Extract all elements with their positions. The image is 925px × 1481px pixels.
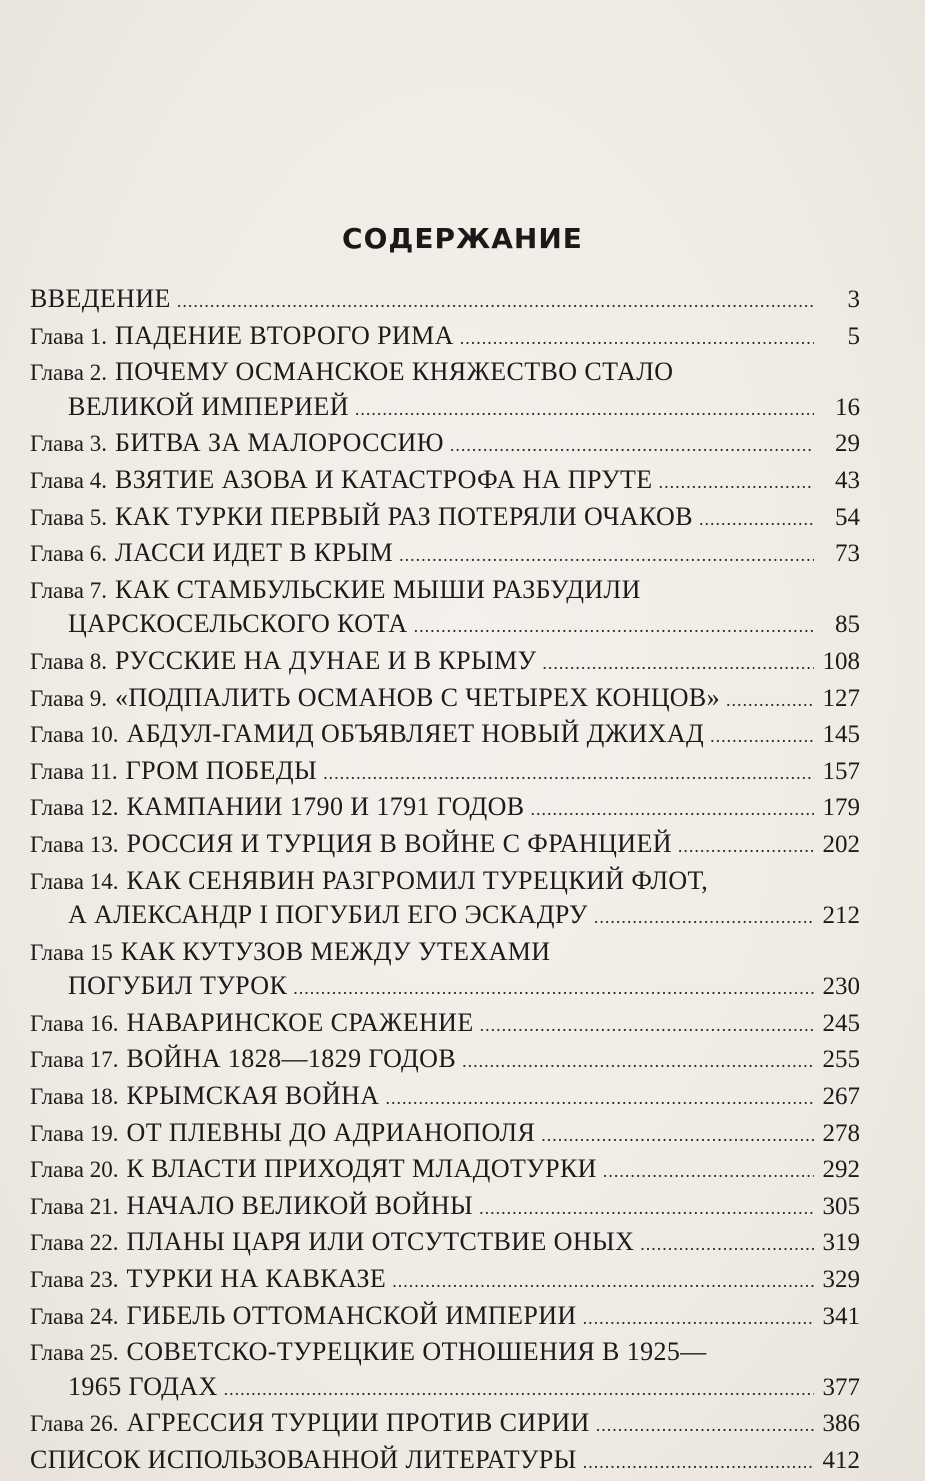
chapter-number: Глава 7. xyxy=(30,577,108,603)
chapter-number: Глава 18. xyxy=(30,1084,119,1110)
page-number: 212 xyxy=(822,902,860,930)
dot-leader xyxy=(583,1302,814,1336)
chapter-title: НАВАРИНСКОЕ СРАЖЕНИЕ xyxy=(126,1007,474,1037)
chapter-title: РУССКИЕ НА ДУНАЕ И В КРЫМУ xyxy=(115,645,537,675)
dot-leader xyxy=(659,466,814,500)
chapter-number: Глава 14. xyxy=(30,868,119,894)
chapter-title: ГИБЕЛЬ ОТТОМАНСКОЙ ИМПЕРИИ xyxy=(126,1300,577,1330)
chapter-title: ТУРКИ НА КАВКАЗЕ xyxy=(126,1264,387,1294)
toc-entry xyxy=(30,1406,860,1443)
page-number: 145 xyxy=(822,721,860,749)
toc-entry xyxy=(30,463,860,500)
dot-leader xyxy=(678,830,814,864)
chapter-title: К ВЛАСТИ ПРИХОДЯТ МЛАДОТУРКИ xyxy=(126,1154,597,1184)
toc-entry-line xyxy=(30,573,860,608)
page-number: 386 xyxy=(822,1410,860,1438)
chapter-number: Глава 19. xyxy=(30,1120,119,1146)
page-number: 73 xyxy=(835,540,860,568)
toc-entry xyxy=(30,319,860,356)
chapter-number: Глава 5. xyxy=(30,504,108,530)
toc-entry-line xyxy=(30,754,860,791)
dot-leader xyxy=(603,1155,814,1189)
chapter-number: Глава 26. xyxy=(30,1411,119,1437)
toc-entry-line xyxy=(30,1225,860,1262)
toc-entry-line xyxy=(30,607,860,644)
dot-leader xyxy=(177,285,814,319)
toc-entry-line xyxy=(30,355,860,390)
chapter-number: Глава 12. xyxy=(30,795,119,821)
page-number: 179 xyxy=(822,794,860,822)
chapter-number: Глава 11. xyxy=(30,758,118,784)
chapter-number: Глава 1. xyxy=(30,323,108,349)
toc-entry xyxy=(30,282,860,319)
page-number: 412 xyxy=(822,1447,860,1474)
toc-entry xyxy=(30,536,860,573)
toc-entry-line xyxy=(30,319,860,356)
chapter-title: 1965 ГОДАХ xyxy=(68,1371,218,1401)
dot-leader xyxy=(293,972,814,1006)
chapter-title: ВВЕДЕНИЕ xyxy=(30,284,171,313)
toc-entry xyxy=(30,717,860,754)
chapter-number: Глава 10. xyxy=(30,722,119,748)
toc-entry-line xyxy=(30,1443,860,1480)
page-number: 3 xyxy=(847,286,860,313)
chapter-number: Глава 6. xyxy=(30,541,108,567)
toc-entry-line xyxy=(30,536,860,573)
chapter-title: ВЕЛИКОЙ ИМПЕРИЕЙ xyxy=(68,391,349,421)
toc-entry-line xyxy=(30,1370,860,1407)
page-number: 278 xyxy=(822,1119,860,1147)
toc-entry xyxy=(30,1189,860,1226)
toc-entry xyxy=(30,1262,860,1299)
toc-entry-line xyxy=(30,1079,860,1116)
chapter-number: Глава 25. xyxy=(30,1340,119,1366)
toc-entry-line xyxy=(30,790,860,827)
toc-entry xyxy=(30,1152,860,1189)
toc-entry xyxy=(30,1116,860,1153)
toc-entry-line xyxy=(30,1006,860,1043)
page-number: 85 xyxy=(835,611,860,639)
chapter-number: Глава 15 xyxy=(30,939,113,965)
chapter-title: БИТВА ЗА МАЛОРОССИЮ xyxy=(115,428,444,458)
chapter-title: ВОЙНА 1828—1829 ГОДОВ xyxy=(126,1044,457,1074)
dot-leader xyxy=(710,720,814,754)
dot-leader xyxy=(323,757,814,791)
toc-entry-line xyxy=(30,644,860,681)
toc-entry-line xyxy=(30,898,860,935)
chapter-title: ПОЧЕМУ ОСМАНСКОЕ КНЯЖЕСТВО СТАЛО xyxy=(115,357,674,387)
dot-leader xyxy=(450,429,814,463)
dot-leader xyxy=(392,1265,814,1299)
page-number: 319 xyxy=(822,1229,860,1257)
dot-leader xyxy=(399,539,814,573)
chapter-title: СОВЕТСКО-ТУРЕЦКИЕ ОТНОШЕНИЯ В 1925— xyxy=(126,1337,707,1367)
dot-leader xyxy=(479,1192,814,1226)
toc-entry xyxy=(30,1443,860,1480)
toc-entry xyxy=(30,754,860,791)
dot-leader xyxy=(699,503,814,537)
toc-entry-line xyxy=(30,1335,860,1370)
dot-leader xyxy=(460,322,814,356)
dot-leader xyxy=(224,1373,814,1407)
toc-entry xyxy=(30,1335,860,1406)
toc-entry-line xyxy=(30,717,860,754)
toc-entry-line xyxy=(30,282,860,319)
dot-leader xyxy=(726,684,814,718)
chapter-title: КАК СТАМБУЛЬСКИЕ МЫШИ РАЗБУДИЛИ xyxy=(115,574,641,604)
toc-entry xyxy=(30,1299,860,1336)
toc-entry-line xyxy=(30,1189,860,1226)
toc-entry-line xyxy=(30,1152,860,1189)
chapter-title: АГРЕССИЯ ТУРЦИИ ПРОТИВ СИРИИ xyxy=(126,1408,590,1438)
dot-leader xyxy=(414,610,814,644)
chapter-number: Глава 23. xyxy=(30,1267,119,1293)
toc-entry-line xyxy=(30,969,860,1006)
chapter-title: ПАДЕНИЕ ВТОРОГО РИМА xyxy=(115,320,454,350)
dot-leader xyxy=(531,793,814,827)
chapter-number: Глава 21. xyxy=(30,1193,119,1219)
toc-entry xyxy=(30,681,860,718)
dot-leader xyxy=(640,1228,814,1262)
page-number: 292 xyxy=(822,1156,860,1184)
chapter-title: КАК СЕНЯВИН РАЗГРОМИЛ ТУРЕЦКИЙ ФЛОТ, xyxy=(126,865,709,895)
page-number: 305 xyxy=(822,1192,860,1220)
page-number: 255 xyxy=(822,1046,860,1074)
chapter-number: Глава 4. xyxy=(30,467,108,493)
chapter-number: Глава 13. xyxy=(30,831,119,857)
page-number: 29 xyxy=(835,430,860,458)
toc-entry-line xyxy=(30,463,860,500)
toc-entry-line xyxy=(30,1406,860,1443)
dot-leader xyxy=(480,1009,814,1043)
dot-leader xyxy=(594,901,814,935)
page-number: 377 xyxy=(822,1373,860,1401)
page-number: 267 xyxy=(822,1083,860,1111)
chapter-title: ЛАССИ ИДЕТ В КРЫМ xyxy=(115,538,394,568)
chapter-number: Глава 22. xyxy=(30,1230,119,1256)
chapter-title: КАК ТУРКИ ПЕРВЫЙ РАЗ ПОТЕРЯЛИ ОЧАКОВ xyxy=(115,501,693,531)
chapter-number: Глава 3. xyxy=(30,431,108,457)
page-number: 230 xyxy=(822,973,860,1001)
chapter-title: ГРОМ ПОБЕДЫ xyxy=(125,755,318,785)
dot-leader xyxy=(541,1119,814,1153)
page-number: 108 xyxy=(822,647,860,675)
chapter-number: Глава 17. xyxy=(30,1047,119,1073)
toc-entry xyxy=(30,1006,860,1043)
toc-entry-line xyxy=(30,500,860,537)
chapter-number: Глава 2. xyxy=(30,360,108,386)
chapter-title: ПЛАНЫ ЦАРЯ ИЛИ ОТСУТСТВИЕ ОНЫХ xyxy=(126,1227,635,1257)
toc-entry-line xyxy=(30,827,860,864)
chapter-title: ОТ ПЛЕВНЫ ДО АДРИАНОПОЛЯ xyxy=(126,1117,536,1147)
chapter-title: А АЛЕКСАНДР I ПОГУБИЛ ЕГО ЭСКАДРУ xyxy=(68,900,588,930)
chapter-title: АБДУЛ-ГАМИД ОБЪЯВЛЯЕТ НОВЫЙ ДЖИХАД xyxy=(126,719,705,749)
dot-leader xyxy=(596,1409,814,1443)
toc-entry xyxy=(30,790,860,827)
dot-leader xyxy=(462,1045,814,1079)
page-number: 329 xyxy=(822,1266,860,1294)
toc-entry-line xyxy=(30,864,860,899)
toc-entry-line xyxy=(30,1299,860,1336)
dot-leader xyxy=(583,1446,814,1480)
toc-entry xyxy=(30,1225,860,1262)
chapter-title: КАК КУТУЗОВ МЕЖДУ УТЕХАМИ xyxy=(120,936,551,966)
toc-entry-line xyxy=(30,1262,860,1299)
toc-entry xyxy=(30,935,860,1006)
chapter-number: Глава 20. xyxy=(30,1157,119,1183)
toc-entry xyxy=(30,355,860,426)
page-number: 127 xyxy=(822,684,860,712)
chapter-number: Глава 16. xyxy=(30,1010,119,1036)
toc-entry xyxy=(30,426,860,463)
chapter-number: Глава 8. xyxy=(30,648,108,674)
toc-entry xyxy=(30,644,860,681)
dot-leader xyxy=(355,393,814,427)
toc-entry xyxy=(30,1042,860,1079)
toc-entry xyxy=(30,827,860,864)
toc-entry-line xyxy=(30,1042,860,1079)
chapter-title: КАМПАНИИ 1790 И 1791 ГОДОВ xyxy=(126,792,525,822)
chapter-title: РОССИЯ И ТУРЦИЯ В ВОЙНЕ С ФРАНЦИЕЙ xyxy=(126,828,672,858)
chapter-title: ЦАРСКОСЕЛЬСКОГО КОТА xyxy=(68,609,408,639)
page-number: 16 xyxy=(835,393,860,421)
toc-entry-line xyxy=(30,1116,860,1153)
chapter-number: Глава 24. xyxy=(30,1303,119,1329)
page-title: СОДЕРЖАНИЕ xyxy=(342,222,583,255)
toc-entry xyxy=(30,864,860,935)
chapter-title: СПИСОК ИСПОЛЬЗОВАННОЙ ЛИТЕРАТУРЫ xyxy=(30,1445,577,1474)
dot-leader xyxy=(542,647,814,681)
toc-entry xyxy=(30,500,860,537)
chapter-number: Глава 9. xyxy=(30,685,108,711)
page-number: 5 xyxy=(847,322,860,350)
toc-entry-line xyxy=(30,935,860,970)
page-number: 341 xyxy=(822,1302,860,1330)
dot-leader xyxy=(385,1082,814,1116)
page-number: 54 xyxy=(835,503,860,531)
table-of-contents xyxy=(30,282,860,1480)
page-number: 245 xyxy=(822,1009,860,1037)
toc-entry xyxy=(30,573,860,644)
toc-entry xyxy=(30,1079,860,1116)
page-number: 202 xyxy=(822,830,860,858)
page-number: 157 xyxy=(822,757,860,785)
chapter-title: ПОГУБИЛ ТУРОК xyxy=(68,971,288,1001)
chapter-title: «ПОДПАЛИТЬ ОСМАНОВ С ЧЕТЫРЕХ КОНЦОВ» xyxy=(115,682,721,712)
chapter-title: НАЧАЛО ВЕЛИКОЙ ВОЙНЫ xyxy=(126,1190,474,1220)
toc-entry-line xyxy=(30,426,860,463)
toc-entry-line xyxy=(30,390,860,427)
toc-entry-line xyxy=(30,681,860,718)
chapter-title: КРЫМСКАЯ ВОЙНА xyxy=(126,1081,380,1111)
page-number: 43 xyxy=(835,466,860,494)
chapter-title: ВЗЯТИЕ АЗОВА И КАТАСТРОФА НА ПРУТЕ xyxy=(115,464,653,494)
